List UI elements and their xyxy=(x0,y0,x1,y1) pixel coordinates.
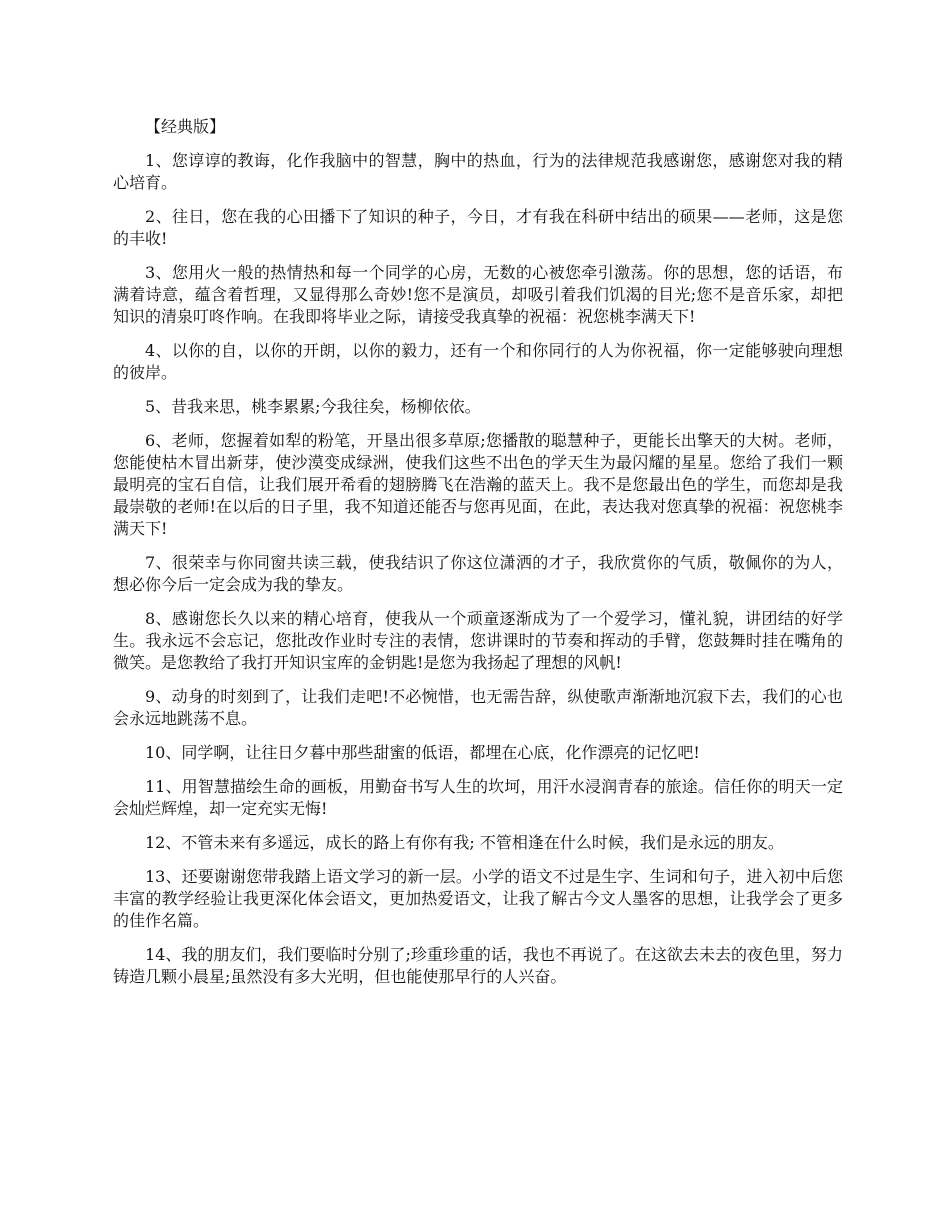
paragraph-14: 14、我的朋友们，我们要临时分别了;珍重珍重的话，我也不再说了。在这欲去未去的夜色里，努力铸造几颗小晨星;虽然没有多大光明，但也能使那早行的人兴奋。 xyxy=(113,945,843,986)
paragraph-12: 12、不管未来有多遥远，成长的路上有你有我; 不管相逢在什么时候，我们是永远的朋友。 xyxy=(145,833,784,852)
paragraph-3: 3、您用火一般的热情热和每一个同学的心房，无数的心被您牵引激荡。你的思想，您的话语，布满着诗意，蕴含着哲理，又显得那么奇妙!您不是演员，却吸引着我们饥渴的目光;您不是音乐家，却把知识的清泉叮咚作响。在我即将毕业之际，请接受我真挚的祝福：祝您桃李满天下! xyxy=(113,263,843,326)
paragraph-8: 8、感谢您长久以来的精心培育，使我从一个顽童逐渐成为了一个爱学习，懂礼貌，讲团结的好学生。我永远不会忘记，您批改作业时专注的表情，您讲课时的节奏和挥动的手臂，您鼓舞时挂在嘴角的微笑。是您教给了我打开知识宝库的金钥匙!是您为我扬起了理想的风帆! xyxy=(113,609,843,672)
paragraph-10: 10、同学啊，让往日夕暮中那些甜蜜的低语，都埋在心底，化作漂亮的记忆吧! xyxy=(145,743,700,762)
paragraph-5: 5、昔我来思，桃李累累;今我往矣，杨柳依依。 xyxy=(145,397,481,416)
document-heading: 【经典版】 xyxy=(145,117,226,136)
paragraph-2: 2、往日，您在我的心田播下了知识的种子，今日，才有我在科研中结出的硕果——老师，这是您的丰收! xyxy=(113,207,843,248)
paragraph-1: 1、您谆谆的教诲，化作我脑中的智慧，胸中的热血，行为的法律规范我感谢您，感谢您对我的精心培育。 xyxy=(113,151,843,192)
document-body xyxy=(113,116,843,1000)
paragraph-13: 13、还要谢谢您带我踏上语文学习的新一层。小学的语文不过是生字、生词和句子，进入初中后您丰富的教学经验让我更深化体会语文，更加热爱语文，让我了解古今文人墨客的思想，让我学会了更多的佳作名篇。 xyxy=(113,867,843,930)
paragraph-4: 4、以你的自，以你的开朗，以你的毅力，还有一个和你同行的人为你祝福，你一定能够驶向理想的彼岸。 xyxy=(113,341,843,382)
paragraph-11: 11、用智慧描绘生命的画板，用勤奋书写人生的坎坷，用汗水浸润青春的旅途。信任你的明天一定会灿烂辉煌，却一定充实无悔! xyxy=(113,777,843,818)
paragraph-7: 7、很荣幸与你同窗共读三载，使我结识了你这位潇洒的才子，我欣赏你的气质，敬佩你的为人，想必你今后一定会成为我的挚友。 xyxy=(113,553,843,594)
paragraph-9: 9、动身的时刻到了，让我们走吧!不必惋惜，也无需告辞，纵使歌声渐渐地沉寂下去，我们的心也会永远地跳荡不息。 xyxy=(113,687,843,728)
paragraph-6: 6、老师，您握着如犁的粉笔，开垦出很多草原;您播散的聪慧种子，更能长出擎天的大树。老师，您能使枯木冒出新芽，使沙漠变成绿洲，使我们这些不出色的学天生为最闪耀的星星。您给了我们一颗最明亮的宝石自信，让我们展开希看的翅膀腾飞在浩瀚的蓝天上。我不是您最出色的学生，而您却是我最崇敬的老师!在以后的日子里，我不知道还能否与您再见面，在此，表达我对您真挚的祝福：祝您桃李满天下! xyxy=(113,431,843,538)
